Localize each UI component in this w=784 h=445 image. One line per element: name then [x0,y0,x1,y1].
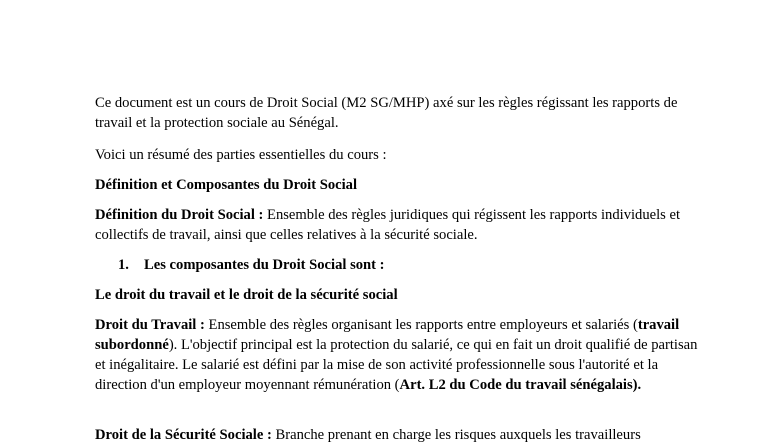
droit-securite-paragraph [95,425,695,445]
droit-travail-text-3: ). [632,377,642,393]
definition-text: Ensemble des règles juridiques qui régissent les rapports individuels et collectifs de travail, ainsi que celles relatives à la sécurité sociale. [95,207,681,243]
droit-securite-label: Droit de la Sécurité Sociale : [95,427,272,443]
droit-travail-text-2: ). L'objectif principal est la protection du salarié, ce qui en fait un droit qualifié de partisan et inégalitaire. Le salarié est défini par la mise de son activité professionnelle sous l'autorité et la direction d'un employeur moyennant rémunération ( [95,337,698,393]
droit-travail-label: Droit du Travail : [95,317,205,333]
droit-travail-paragraph [95,315,700,395]
droit-travail-bold-2: Art. L2 du Code du travail sénégalais [399,377,633,393]
droit-securite-text: Branche prenant en charge les risques auxquels les travailleurs [271,427,641,443]
definition-label: Définition du Droit Social : [95,207,264,223]
definition-paragraph [95,205,695,245]
droit-travail-bold-1: travail subordonné [95,317,680,353]
droit-travail-text-1: Ensemble des règles organisant les rapports entre employeurs et salariés ( [204,317,638,333]
list-item-composantes [118,255,678,275]
section-heading: Définition et Composantes du Droit Social [95,177,358,193]
summary-intro: Voici un résumé des parties essentielles du cours : [95,147,387,163]
intro-paragraph: Ce document est un cours de Droit Social (M2 SG/MHP) axé sur les règles régissant les rapports de travail et la protection sociale au Sénégal. [95,95,678,131]
list-item-text: Les composantes du Droit Social sont : [144,257,385,273]
subheading: Le droit du travail et le droit de la sécurité social [95,287,398,303]
list-number: 1. [118,257,129,273]
